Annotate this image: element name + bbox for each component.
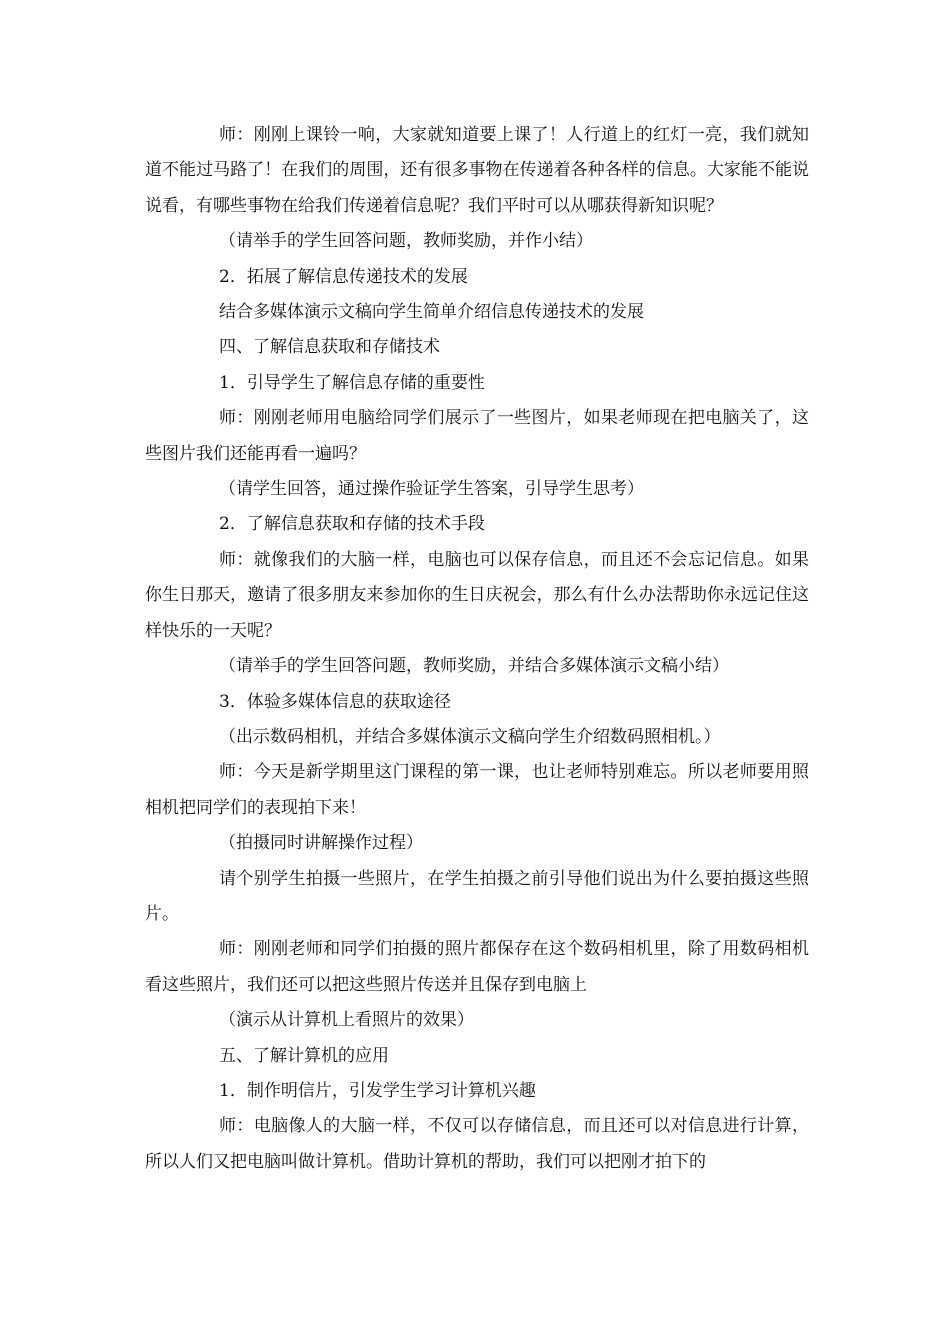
paragraph-note-shooting: （拍摄同时讲解操作过程） (219, 833, 423, 854)
paragraph-students-shoot: 请个别学生拍摄一些照片，在学生拍摄之前引导他们说出为什么要拍摄这些照片。 (145, 868, 809, 924)
paragraph-teacher-computer: 师：电脑像人的大脑一样，不仅可以存储信息，而且还可以对信息进行计算，所以人们又把电脑叫做计算机。借助计算机的帮助，我们可以把刚才拍下的 (145, 1116, 809, 1172)
section-heading-4: 四、了解信息获取和存储技术 (219, 337, 440, 358)
paragraph-note-1: （请举手的学生回答问题，教师奖励，并作小结） (219, 231, 593, 252)
paragraph-multimedia-intro: 结合多媒体演示文稿向学生简单介绍信息传递技术的发展 (219, 302, 644, 323)
paragraph-teacher-pictures: 师：刚刚老师用电脑给同学们展示了一些图片，如果老师现在把电脑关了，这些图片我们还能再看一遍吗？ (145, 408, 809, 464)
subheading-2-info-transfer: 2．拓展了解信息传递技术的发展 (219, 266, 468, 287)
paragraph-note-3: （请举手的学生回答问题，教师奖励，并结合多媒体演示文稿小结） (219, 656, 729, 677)
subheading-1-storage: 1．引导学生了解信息存储的重要性 (219, 372, 485, 393)
subheading-1-postcard: 1．制作明信片，引发学生学习计算机兴趣 (219, 1080, 536, 1101)
document-body (145, 118, 809, 1180)
paragraph-teacher-save: 师：刚刚老师和同学们拍摄的照片都保存在这个数码相机里，除了用数码相机看这些照片，我们还可以把这些照片传送并且保存到电脑上 (145, 939, 809, 995)
subheading-2-storage-tech: 2．了解信息获取和存储的技术手段 (219, 514, 485, 535)
section-heading-5: 五、了解计算机的应用 (219, 1045, 389, 1066)
paragraph-note-camera: （出示数码相机，并结合多媒体演示文稿向学生介绍数码照相机。） (219, 726, 721, 747)
paragraph-note-demo: （演示从计算机上看照片的效果） (219, 1010, 474, 1031)
paragraph-teacher-birthday: 师：就像我们的大脑一样，电脑也可以保存信息，而且还不会忘记信息。如果你生日那天，邀请了很多朋友来参加你的生日庆祝会，那么有什么办法帮助你永远记住这样快乐的一天呢？ (145, 549, 809, 641)
paragraph-teacher-photo: 师：今天是新学期里这门课程的第一课，也让老师特别难忘。所以老师要用照相机把同学们的表现拍下来！ (145, 762, 809, 818)
subheading-3-multimedia: 3．体验多媒体信息的获取途径 (219, 691, 451, 712)
paragraph-note-2: （请学生回答，通过操作验证学生答案，引导学生思考） (219, 479, 644, 500)
paragraph-teacher-intro: 师：刚刚上课铃一响，大家就知道要上课了！人行道上的红灯一亮，我们就知道不能过马路了！在我们的周围，还有很多事物在传递着各种各样的信息。大家能不能说说看，有哪些事物在给我们传递着信息呢？我们平时可以从哪获得新知识呢？ (145, 125, 809, 216)
